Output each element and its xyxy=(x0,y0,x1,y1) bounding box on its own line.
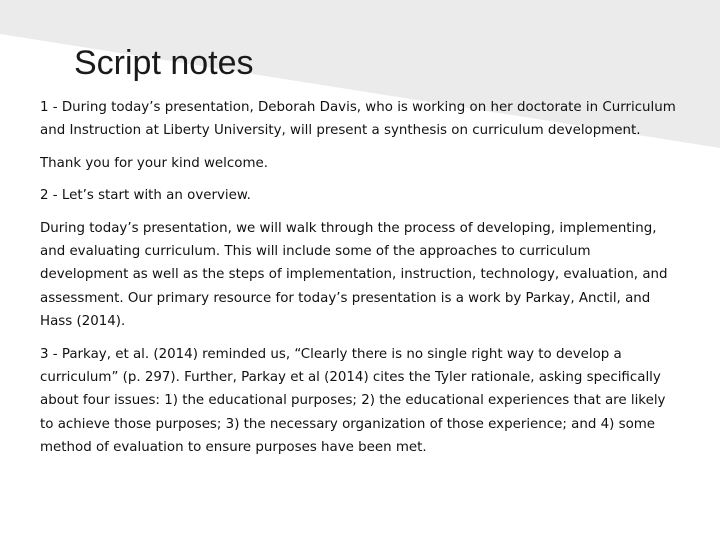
paragraph-3: 2 - Let’s start with an overview. xyxy=(40,188,251,204)
paragraph-2: Thank you for your kind welcome. xyxy=(40,155,268,171)
script-notes-body xyxy=(40,96,680,469)
slide-title: Script notes xyxy=(74,44,254,82)
paragraph-5: 3 - Parkay, et al. (2014) reminded us, “Clearly there is no single right way to develop a curriculum” (p. 297). Further, Parkay et al (2014) cites the Tyler rationale, asking specifically about four issues: 1) the educational purposes; 2) the educational experiences that are likely to achieve those purposes; 3) the necessary organization of those experience; and 4) some method of evaluation to ensure purposes have been met. xyxy=(40,346,666,456)
paragraph-1: 1 - During today’s presentation, Deborah Davis, who is working on her doctorate in Curriculum and Instruction at Liberty University, will present a synthesis on curriculum development. xyxy=(40,100,676,139)
paragraph-4: During today’s presentation, we will walk through the process of developing, implementing, and evaluating curriculum. This will include some of the approaches to curriculum development as well as the steps of implementation, instruction, technology, evaluation, and assessment. Our primary resource for today’s presentation is a work by Parkay, Anctil, and Hass (2014). xyxy=(40,220,668,330)
